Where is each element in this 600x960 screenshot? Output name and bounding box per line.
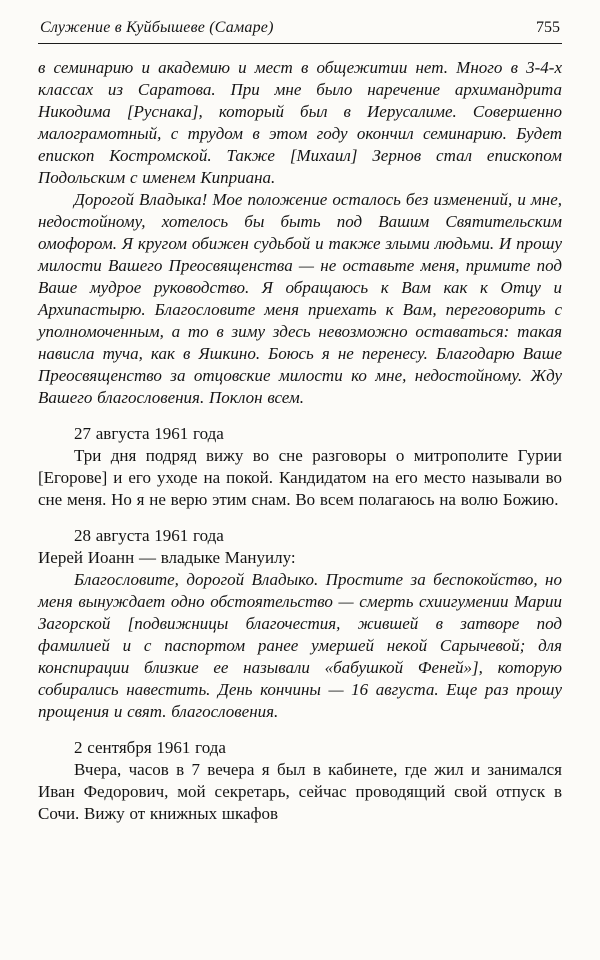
header-rule [38, 43, 562, 44]
running-header [38, 14, 562, 43]
diary-paragraph: Вчера, часов в 7 вечера я был в кабинете, где жил и занимался Иван Федорович, мой секретарь, сейчас проводящий свой отпуск в Сочи. Вижу от книжных шкафов [38, 760, 562, 823]
diary-paragraph: Три дня подряд вижу во сне разговоры о митрополите Гурии [Егорове] и его уходе на покой. Кандидатом на его место называли во сне меня. Но я не верю этим снам. Во всем полагаюсь на волю Божию. [38, 446, 562, 509]
date-heading: 2 сентября 1961 года [74, 738, 226, 757]
attribution-line: Иерей Иоанн — владыке Мануилу: [38, 548, 296, 567]
date-heading: 28 августа 1961 года [74, 526, 224, 545]
letter-paragraph: Благословите, дорогой Владыко. Простите за беспокойство, но меня вынуждает одно обстоятельство — смерть схиигумении Марии Загорской [подвижницы благочестия, жившей в затворе под фамилией и с паспортом ранее умершей некой Сарычевой; для конспирации близкие ее называли «бабушкой Феней»], которую собирались навестить. День кончины — 16 августа. Еще раз прошу прощения и свят. благословения. [38, 570, 562, 721]
letter-paragraph: Дорогой Владыка! Мое положение осталось без изменений, и мне, недостойному, хотелось бы быть под Вашим Святительским омофором. Я кругом обижен судьбой и также злыми людьми. И прошу милости Вашего Преосвященства — не оставьте меня, примите под Ваше мудрое руководство. Я обращаюсь к Вам как к Отцу и Архипастырю. Благословите меня приехать к Вам, переговорить с уполномоченным, а то в зиму здесь невозможно оставаться: такая нависла туча, как в Яшкино. Боюсь я не перенесу. Благодарю Ваше Преосвященство за отцовские милости ко мне, недостойному. Жду Вашего благословения. Поклон всем. [38, 190, 562, 407]
page-body [38, 57, 562, 825]
page-number: 755 [536, 19, 560, 36]
running-header-title: Служение в Куйбышеве (Самаре) [40, 19, 274, 36]
date-heading: 27 августа 1961 года [74, 424, 224, 443]
continuation-paragraph: в семинарию и академию и мест в общежитии нет. Много в 3-4-х классах из Саратова. При мне было наречение архимандрита Никодима [Руснака], который был в Иерусалиме. Совершенно малограмотный, с трудом в этом году окончил семинарию. Будет епископ Костромской. Также [Михаил] Зернов стал епископом Подольским с именем Киприана. [38, 58, 562, 187]
